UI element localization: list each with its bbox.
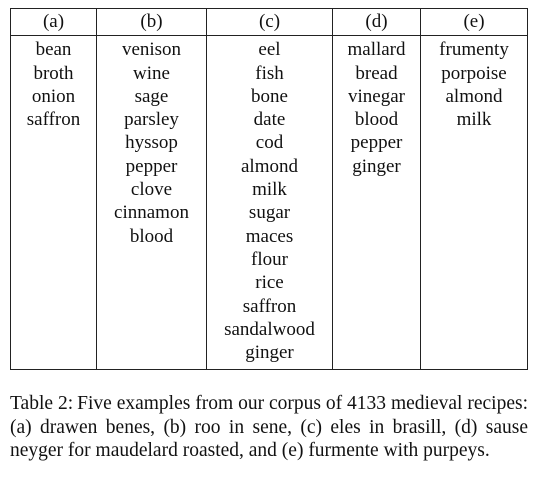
ingredient-column-d — [333, 36, 421, 370]
ingredient-column-a — [11, 36, 97, 370]
ingredient-item: ginger — [245, 342, 294, 364]
ingredient-column-c — [207, 36, 333, 370]
ingredient-item: milk — [252, 179, 287, 201]
ingredient-item: vinegar — [348, 85, 405, 107]
ingredient-item: blood — [354, 109, 399, 131]
ingredient-item: broth — [33, 62, 74, 84]
ingredient-item: bone — [251, 85, 288, 107]
ingredient-column-b — [97, 36, 207, 370]
ingredient-item: wine — [133, 62, 170, 84]
ingredient-item: maces — [245, 225, 294, 247]
table-body-row — [11, 36, 528, 370]
table-caption — [10, 392, 528, 463]
ingredient-item: almond — [445, 85, 503, 107]
table-header-row — [11, 9, 528, 36]
ingredient-column-e — [421, 36, 528, 370]
ingredient-item: parsley — [124, 109, 179, 131]
recipe-table — [10, 8, 528, 370]
ingredient-item: mallard — [347, 39, 406, 61]
ingredient-item: milk — [456, 109, 492, 131]
ingredient-item: sugar — [248, 202, 291, 224]
column-header-b: (b) — [97, 9, 207, 36]
ingredient-item: pepper — [350, 132, 403, 154]
caption-text: Five examples from our corpus of 4133 medieval recipes: (a) drawen benes, (b) roo in sene, (c) eles in brasill, (d) sause neyger for maudelard roasted, and (e) furmente with purpeys. — [10, 393, 528, 461]
ingredient-item: venison — [121, 39, 182, 61]
ingredient-item: cod — [255, 132, 284, 154]
ingredient-item: eel — [258, 39, 281, 61]
ingredient-item: hyssop — [125, 132, 178, 154]
column-header-a: (a) — [11, 9, 97, 36]
ingredient-item: sage — [134, 85, 169, 107]
ingredient-item: sandalwood — [224, 318, 315, 340]
caption-label: Table 2: — [10, 393, 74, 414]
column-header-c: (c) — [207, 9, 333, 36]
ingredient-item: bread — [355, 62, 398, 84]
column-header-d: (d) — [333, 9, 421, 36]
ingredient-item: bean — [35, 39, 72, 61]
ingredient-item: blood — [129, 225, 174, 247]
ingredient-item: saffron — [242, 295, 297, 317]
ingredient-item: clove — [130, 179, 173, 201]
ingredient-item: date — [253, 109, 286, 131]
ingredient-item: flour — [251, 248, 288, 270]
ingredient-item: porpoise — [441, 62, 507, 84]
ingredient-item: frumenty — [439, 39, 509, 61]
ingredient-item: rice — [255, 272, 284, 294]
ingredient-item: pepper — [125, 155, 178, 177]
column-header-e: (e) — [421, 9, 528, 36]
ingredient-item: almond — [241, 155, 298, 177]
ingredient-item: cinnamon — [114, 202, 189, 224]
ingredient-item: ginger — [352, 155, 401, 177]
ingredient-item: saffron — [26, 109, 81, 131]
ingredient-item: onion — [31, 85, 76, 107]
ingredient-item: fish — [255, 62, 284, 84]
